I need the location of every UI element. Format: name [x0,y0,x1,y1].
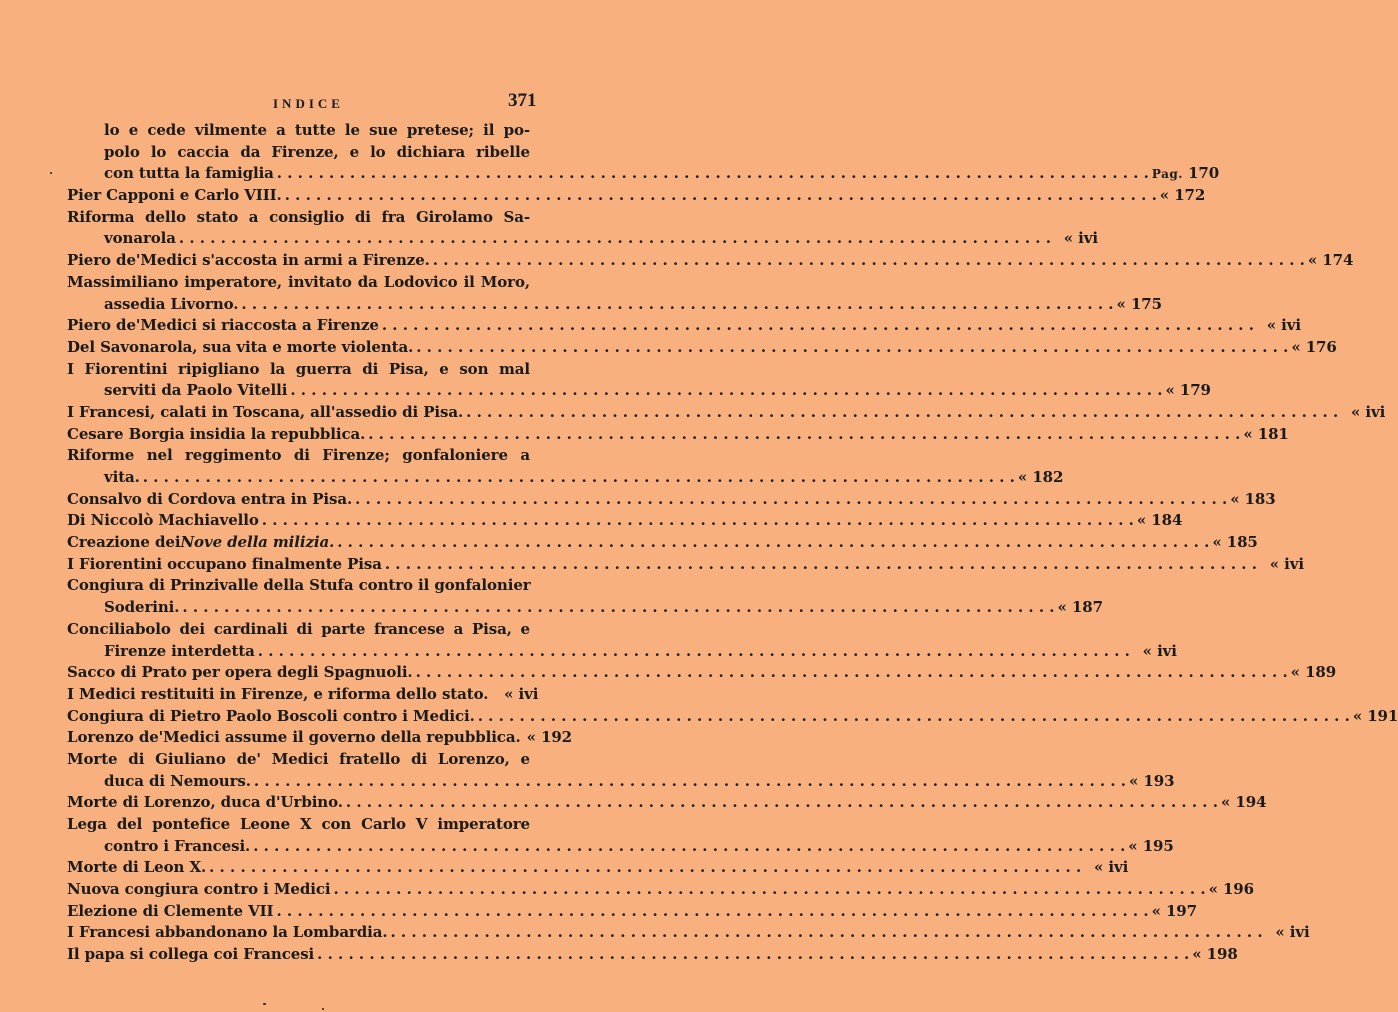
toc-entry-text: contro i Francesi. [104,836,251,855]
toc-line [67,684,539,706]
page-ref-label: « [1230,489,1240,508]
toc-page-ref [1192,944,1237,966]
toc-line [67,706,1398,728]
toc-line [67,662,1337,684]
toc-page-ref [1291,337,1336,359]
dot-leader [253,836,1125,858]
page-ref-number: ivi [1365,402,1386,421]
toc-line [67,120,530,142]
toc-entry-text: Congiura di Prinzivalle della Stufa contro il gonfalonier [67,576,531,595]
dot-leader [317,944,1189,966]
toc-line [67,641,1177,663]
toc-line [67,337,1337,359]
page-ref-label: « [1116,294,1126,313]
dot-leader [390,922,1262,944]
page-ref-label: « [1352,706,1363,725]
dot-leader [337,532,1209,554]
toc-page-ref [1260,554,1304,576]
toc-entry-text: I Medici restituiti in Firenze, e riforma dello stato. [67,684,489,703]
toc-page-ref [1308,250,1353,272]
toc-entry-text: Lega del pontefice Leone X con Carlo V imperatore [67,815,530,833]
toc-page-ref [1133,641,1177,663]
toc-page-ref [1291,662,1336,684]
dot-leader [179,228,1051,250]
page-ref-number: 198 [1206,945,1238,964]
toc-page-ref [1054,228,1098,250]
toc-line [67,294,1162,316]
toc-entry-text: Morte di Leon X. [67,858,207,877]
toc-entry-italic: Nove della milizia. [180,533,335,552]
page-ref-number: 195 [1142,836,1174,855]
dot-leader [416,662,1288,684]
toc-page-ref [1018,467,1063,489]
page-ref-label: « [1212,533,1222,552]
toc-entry-text: Piero de'Medici s'accosta in armi a Firenze. [67,251,430,270]
toc-line [67,185,1206,207]
toc-line [67,792,1267,814]
toc-entry-text: I Fiorentini ripigliano la guerra di Pisa, e son mal [67,359,530,378]
toc-line [67,359,530,381]
toc-page-ref [1221,792,1266,814]
page-ref-number: 187 [1071,598,1103,617]
toc-page-ref [1209,879,1254,901]
page-ref-number: ivi [1078,229,1098,248]
toc-line [67,489,1276,511]
toc-line [67,771,1175,793]
toc-line [67,207,530,229]
toc-entry-text: Nuova congiura contro i Medici [67,880,331,899]
toc-page-ref [1257,315,1301,337]
page-ref-number: 185 [1226,533,1258,552]
toc-entry-text: lo e cede vilmente a tutte le sue pretese; il po- [104,121,530,139]
page-ref-label: « [1291,337,1301,356]
page-ref-label: « [1151,901,1161,920]
toc-entry-text: Consalvo di Cordova entra in Pisa. [67,489,353,508]
toc-entry-text: Pier Capponi e Carlo VIII. [67,186,282,205]
page-ref-label: « [1159,186,1170,205]
toc-page-ref [1058,597,1103,619]
toc-entry-text: vonarola [104,229,176,248]
toc-entry-text: duca di Nemours. [104,771,251,790]
dot-leader [382,315,1254,337]
page-ref-label: « [504,684,514,703]
toc-line [67,857,1129,879]
dot-leader [277,163,1149,185]
toc-page-ref [1160,185,1205,207]
page-ref-number: 196 [1222,880,1254,899]
toc-entry-text: Creazione dei [67,533,181,552]
page-ref-label: « [1269,554,1280,573]
page-ref-number: 189 [1305,663,1337,682]
page-ref-number: ivi [1108,858,1129,877]
page-ref-label: « [1165,381,1175,400]
page-ref-number: 192 [540,728,572,747]
toc-line [67,142,530,164]
dot-leader [466,402,1338,424]
toc-line [67,250,1354,272]
page-ref-number: 172 [1174,186,1206,205]
toc-entry-text: Massimiliano imperatore, invitato da Lodovico il Moro, [67,272,530,291]
toc-page-ref [1266,922,1310,944]
dot-leader [355,489,1227,511]
toc-line [67,510,1183,532]
dot-leader [285,185,1157,207]
toc-entry-text: serviti da Paolo Vitelli [104,381,288,400]
print-speck [263,1003,266,1005]
page-ref-label: « [1220,793,1231,812]
toc-line [67,424,1289,446]
toc-entry-text: Congiura di Pietro Paolo Boscoli contro i Medici. [67,706,475,725]
toc-line [67,163,1220,185]
page-ref-label: « [1129,771,1139,790]
toc-line [67,727,572,749]
toc-page-ref [1084,857,1128,879]
page-ref-label: « [1208,880,1218,899]
toc-page-ref [1152,901,1197,923]
toc-entry-text: I Francesi abbandonano la Lombardia. [67,923,388,942]
toc-entry-text: I Francesi, calati in Toscana, all'assedio di Pisa. [67,402,464,421]
page-ref-label: « [1351,402,1361,421]
page-ref-number: 191 [1367,706,1398,725]
toc-line [67,228,1098,250]
page-ref-number: ivi [1289,923,1310,942]
toc-line [67,944,1238,966]
toc-line [67,879,1254,901]
page-ref-number: 181 [1257,424,1289,443]
toc-entry-text: Piero de'Medici si riaccosta a Firenze [67,316,379,335]
toc-line [67,922,1310,944]
page-ref-label: Pag. [1151,167,1183,182]
toc-page-ref [1353,706,1398,728]
toc-page-ref [1137,510,1182,532]
page-ref-number: 175 [1130,294,1162,313]
toc-entry-text: con tutta la famiglia [104,164,274,183]
dot-leader [346,792,1218,814]
toc-entry-text: Il papa si collega coi Francesi [67,945,315,964]
toc-entry-text: Soderini. [104,598,180,617]
page-ref-number: 197 [1165,901,1197,920]
dot-leader [143,467,1015,489]
table-of-contents [67,120,1398,966]
toc-line [67,445,530,467]
dot-leader [276,901,1148,923]
page-ref-label: « [526,728,536,747]
dot-leader [433,250,1305,272]
page-ref-label: « [1142,641,1152,660]
toc-entry-text: Riforma dello stato a consiglio di fra Girolamo Sa- [67,207,530,226]
toc-entry-text: Sacco di Prato per opera degli Spagnuoli. [67,663,413,682]
toc-line [67,749,530,771]
page-ref-number: ivi [518,684,539,703]
dot-leader [258,641,1130,663]
page-ref-label: « [1128,836,1138,855]
page-ref-number: 184 [1151,511,1183,530]
page-ref-label: « [1290,663,1300,682]
page-ref-number: 179 [1179,381,1211,400]
dot-leader [290,380,1162,402]
page-ref-label: « [1017,468,1028,486]
toc-entry-text: I Fiorentini occupano finalmente Pisa [67,554,382,573]
page-ref-number: 174 [1322,251,1354,270]
dot-leader [416,337,1288,359]
toc-entry-text: Firenze interdetta [104,641,255,660]
toc-line [67,315,1301,337]
page-header [0,90,700,116]
toc-page-ref [494,684,538,706]
toc-entry-text: polo lo caccia da Firenze, e lo dichiara ribelle [104,142,530,161]
page-ref-number: ivi [1157,641,1177,660]
page-number: 371 [508,90,537,111]
toc-entry-text: Morte di Lorenzo, duca d'Urbino. [67,793,343,812]
toc-page-ref [1341,402,1385,424]
print-speck [50,172,52,174]
page-ref-number: 170 [1188,164,1220,183]
toc-page-ref [1117,294,1162,316]
toc-entry-text: Del Savonarola, sua vita e morte violenta. [67,337,414,356]
page-ref-number: 182 [1032,468,1064,486]
dot-leader [262,510,1134,532]
toc-line [67,554,1304,576]
toc-entry-text: Conciliabolo dei cardinali di parte francese a Pisa, e [67,619,530,638]
toc-line [67,575,530,597]
toc-page-ref [1152,163,1219,186]
page-ref-label: « [1057,598,1067,617]
toc-page-ref [527,727,572,749]
toc-page-ref [1129,771,1174,793]
toc-page-ref [1243,424,1288,446]
dot-leader [333,879,1205,901]
toc-page-ref [1128,836,1173,858]
page-ref-number: 194 [1235,793,1267,812]
toc-line [67,814,530,836]
dot-leader [254,771,1126,793]
page-ref-label: « [1094,858,1104,877]
page-ref-label: « [1307,251,1318,270]
dot-leader [182,597,1054,619]
toc-line [67,532,1258,554]
toc-line [67,901,1197,923]
page-ref-number: 183 [1244,489,1276,508]
page-ref-number: 193 [1143,771,1175,790]
page-ref-number: ivi [1281,316,1301,335]
toc-page-ref [1230,489,1275,511]
toc-line [67,836,1174,858]
dot-leader [478,706,1350,728]
toc-entry-text: Elezione di Clemente VII [67,901,274,920]
page-ref-label: « [1275,923,1285,942]
toc-entry-text: Di Niccolò Machiavello [67,511,259,530]
toc-line [67,597,1103,619]
dot-leader [385,554,1257,576]
toc-entry-text: vita. [104,468,140,486]
toc-line [67,402,1386,424]
toc-entry-text: Morte di Giuliano de' Medici fratello di Lorenzo, e [67,749,530,768]
page-ref-label: « [1192,945,1202,964]
dot-leader [209,857,1081,879]
page-ref-label: « [1243,424,1253,443]
running-title: INDICE [273,96,344,111]
print-speck [322,1008,324,1010]
dot-leader [368,424,1240,446]
page-ref-number: 176 [1305,337,1337,356]
toc-entry-text: Riforme nel reggimento di Firenze; gonfaloniere a [67,446,530,465]
toc-entry-text: assedia Livorno. [104,294,239,313]
page-ref-label: « [1063,229,1074,248]
toc-line [67,619,530,641]
page-ref-number: ivi [1284,554,1304,573]
toc-page-ref [1212,532,1257,554]
page-ref-label: « [1136,511,1147,530]
page-ref-label: « [1266,316,1277,335]
toc-line [67,467,1064,489]
toc-entry-text: Lorenzo de'Medici assume il governo della repubblica. [67,728,521,747]
dot-leader [241,294,1113,316]
toc-line [67,380,1211,402]
toc-line [67,272,530,294]
toc-page-ref [1165,380,1210,402]
toc-entry-text: Cesare Borgia insidia la repubblica. [67,424,366,443]
